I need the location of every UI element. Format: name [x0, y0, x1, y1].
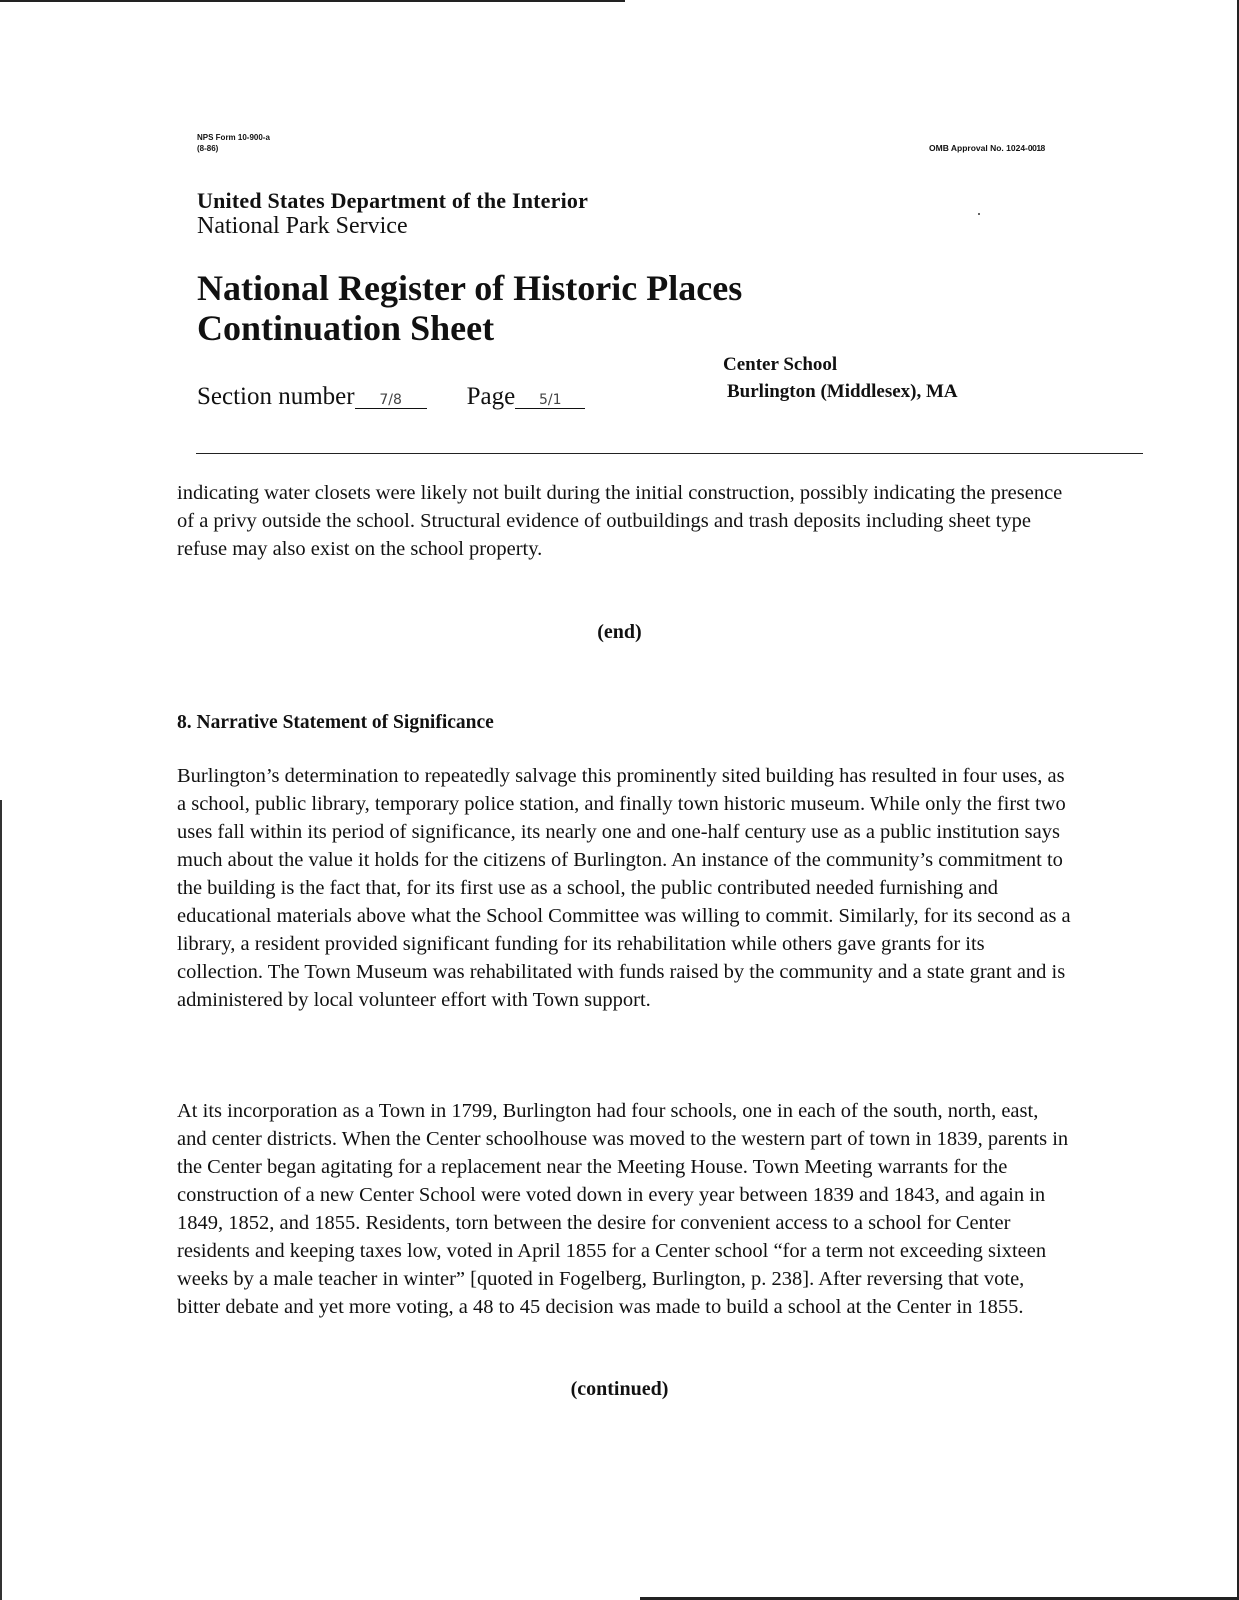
department-name: United States Department of the Interior: [197, 188, 589, 213]
property-name: Center School: [723, 354, 838, 375]
form-number: NPS Form 10-900-a: [197, 133, 270, 142]
form-date: (8-86): [197, 144, 219, 153]
scan-edge-top: [0, 0, 625, 2]
page-value: 5/1: [515, 392, 585, 409]
paragraph-significance: Burlington’s determination to repeatedly salvage this prominently sited building has resulted in four uses, as a school, public library, temporary police station, and finally town historic museum. While only the first two uses fall within its period of significance, its nearly one and one-half century use as a public institution says much about the value it holds for the citizens of Burlington. An instance of the community’s commitment to the building is the fact that, for its first use as a school, the public contributed needed furnishing and educational materials above what the School Committee was willing to commit. Similarly, for its second as a library, a resident provided significant funding for its rehabilitation while others gave grants for its collection. The Town Museum was rehabilitated with funds raised by the community and a state grant and is administered by local volunteer effort with Town support.: [177, 765, 1071, 1011]
omb-prefix: OMB Approval No. 1024-: [929, 143, 1028, 153]
omb-suffix: 0018: [1027, 143, 1045, 153]
paragraph-history: At its incorporation as a Town in 1799, Burlington had four schools, one in each of the south, north, east, and center districts. When the Center schoolhouse was moved to the western part of town in 1839, parents in the Center began agitating for a replacement near the Meeting House. Town Meeting warrants for the construction of a new Center School were voted down in every year between 1839 and 1843, and again in 1849, 1852, and 1855. Residents, torn between the desire for convenient access to a school for Center residents and keeping taxes low, voted in April 1855 for a Center school “for a term not exceeding sixteen weeks by a male teacher in winter” [quoted in Fogelberg, Burlington, p. 238]. After reversing that vote, bitter debate and yet more voting, a 48 to 45 decision was made to build a school at the Center in 1855.: [177, 1100, 1069, 1318]
section-number-label: Section number: [197, 383, 355, 410]
form-identifier: [197, 132, 270, 154]
property-location: Burlington (Middlesex), MA: [727, 381, 958, 402]
omb-approval: [929, 143, 1045, 153]
section-page-line: [197, 383, 585, 411]
title-line-2: Continuation Sheet: [197, 308, 495, 348]
register-title: [197, 268, 742, 348]
continued-marker: (continued): [570, 1378, 669, 1400]
end-marker: (end): [597, 621, 642, 643]
section-8-heading: 8. Narrative Statement of Significance: [177, 712, 494, 733]
paragraph-continuation: indicating water closets were likely not built during the initial construction, possibly indicating the presence of a privy outside the school. Structural evidence of outbuildings and trash deposits including sheet type refuse may also exist on the school property.: [177, 482, 1063, 560]
header-divider: [196, 453, 1143, 454]
property-identification: [723, 351, 958, 405]
page-label: Page: [466, 383, 516, 410]
title-line-1: National Register of Historic Places: [197, 268, 743, 308]
scan-edge-left: [0, 800, 2, 1600]
scan-speck: [978, 213, 980, 215]
service-name: National Park Service: [197, 213, 408, 239]
section-number-value: 7/8: [355, 392, 427, 409]
